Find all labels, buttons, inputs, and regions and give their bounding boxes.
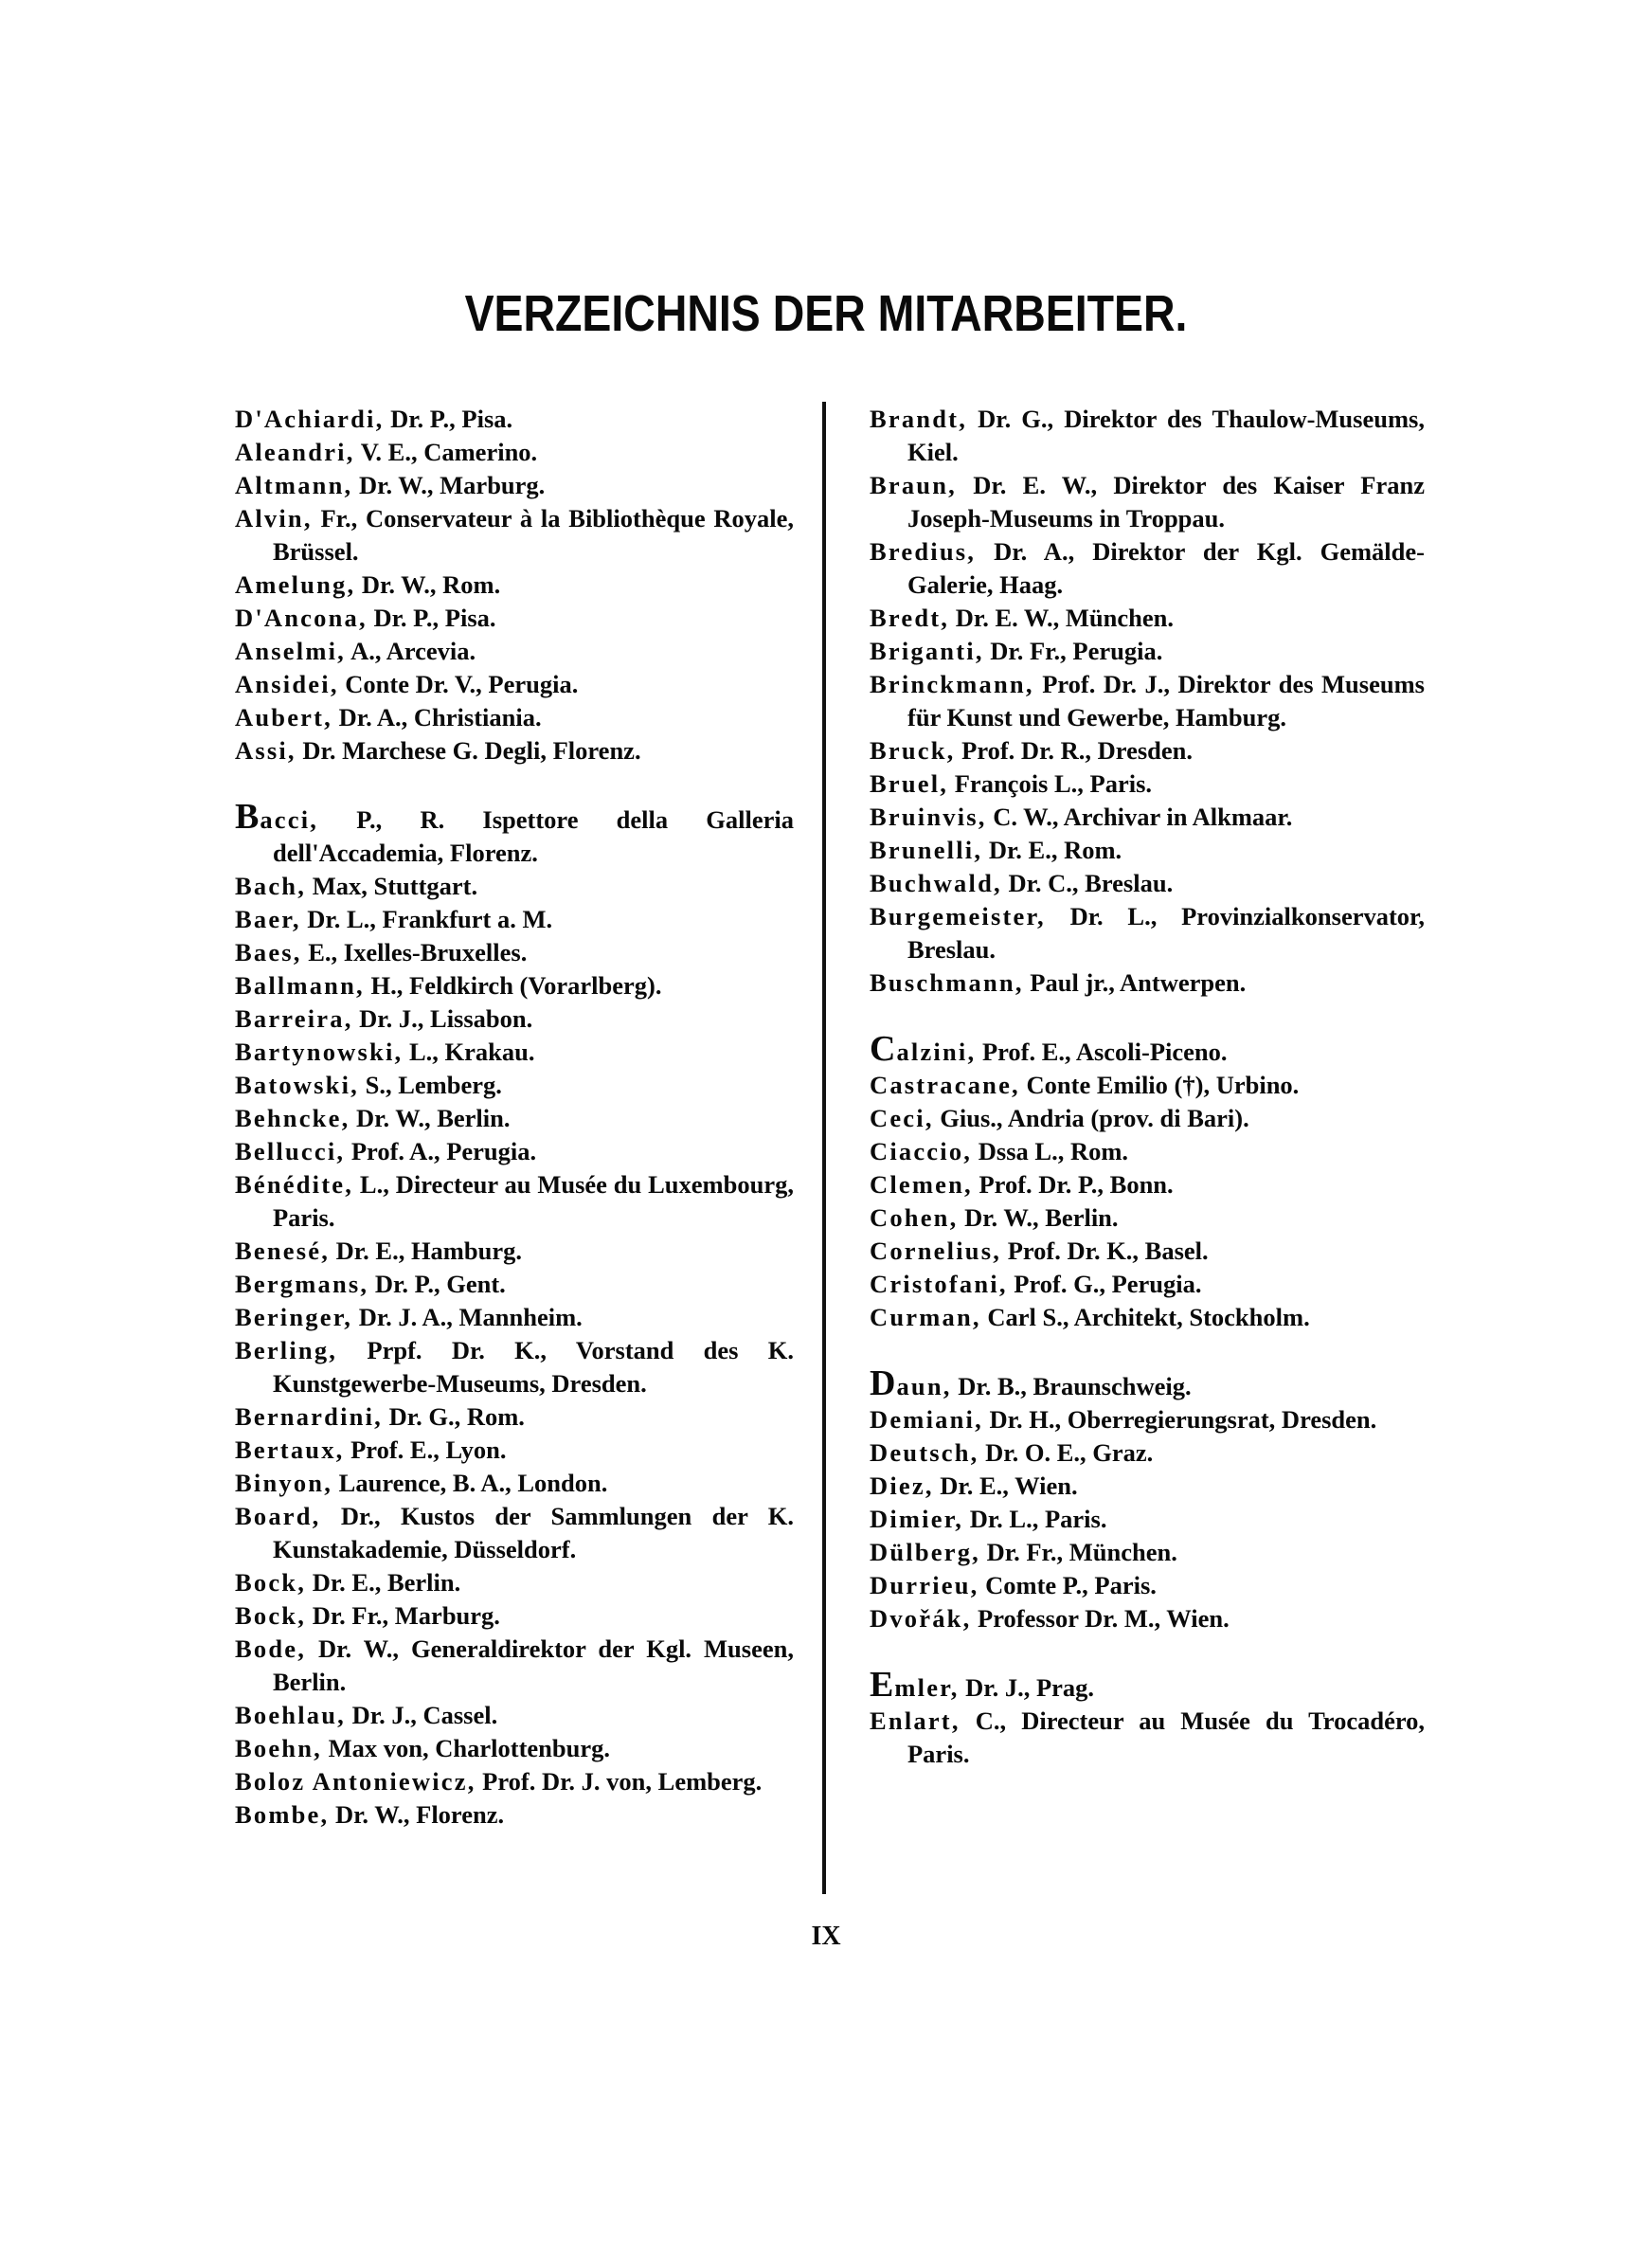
contributor-name: Dimier, [870, 1505, 964, 1533]
contributor-entry [235, 1765, 794, 1798]
contributor-name: Alvin, [235, 504, 313, 533]
contributor-details: Dr. C., Breslau. [1001, 869, 1174, 897]
left-column [235, 403, 794, 1832]
contributor-name: Altmann, [235, 471, 353, 499]
contributor-details: Prpf. Dr. K., Vorstand des K. Kunstgewerbe-Museums, Dresden. [273, 1336, 794, 1398]
contributor-details: P., R. Ispettore della Galleria dell'Accademia, Florenz. [273, 805, 794, 867]
contributor-name: Castracane, [870, 1071, 1020, 1099]
section-initial: D [870, 1363, 897, 1403]
contributor-name: Bruel, [870, 769, 949, 798]
contributor-name: Boehn, [235, 1734, 322, 1762]
contributor-details: Dr. E., Hamburg. [330, 1237, 522, 1265]
contributor-name: Enlart, [870, 1706, 961, 1735]
contributor-entry [235, 1168, 794, 1235]
contributor-details: Dr. Fr., Perugia. [983, 637, 1163, 665]
contributor-name: Bénédite, [235, 1170, 354, 1199]
contributor-details: Prof. Dr. P., Bonn. [972, 1170, 1174, 1199]
contributor-details: Dr. P., Pisa. [384, 405, 513, 433]
contributor-details: Dr. H., Oberregierungsrat, Dresden. [982, 1405, 1377, 1434]
contributor-name: Cohen, [870, 1203, 959, 1232]
contributor-details: Conte Emilio (†), Urbino. [1019, 1071, 1300, 1099]
contributor-details: Dr. A., Direktor der Kgl. Gemälde-Galerie, Haag. [907, 537, 1425, 599]
contributor-entry [235, 1135, 794, 1168]
contributor-name: Bode, [235, 1634, 307, 1663]
contributor-name: Bredt, [870, 604, 950, 632]
contributor-details: Dr. E., Rom. [982, 836, 1122, 864]
contributor-name: Ceci, [870, 1104, 934, 1132]
contributor-details: Prof. A., Perugia. [345, 1137, 537, 1165]
contributor-name: D'Achiardi, [235, 405, 385, 433]
contributor-details: Prof. Dr. J. von, Lemberg. [476, 1767, 763, 1796]
contributor-details: Dr. W., Rom. [355, 570, 501, 599]
contributor-details: Dr. E. W., Direktor des Kaiser Franz Joseph-Museums in Troppau. [907, 471, 1425, 533]
contributor-entry [235, 1566, 794, 1599]
page-number: IX [811, 1922, 841, 1951]
contributor-name: Bombe, [235, 1800, 330, 1829]
contributor-name: Clemen, [870, 1170, 973, 1199]
contributor-entry [870, 767, 1425, 801]
contributor-entry [870, 966, 1425, 1000]
contributor-name: Burgemeister, [870, 902, 1046, 930]
contributor-entry [870, 1135, 1425, 1168]
contributor-name: Beringer, [235, 1303, 353, 1331]
contributor-name: Bach, [235, 872, 307, 900]
contributor-name: Bergmans, [235, 1270, 369, 1298]
contributor-name: Briganti, [870, 637, 984, 665]
contributor-details: Dr. P., Pisa. [367, 604, 496, 632]
section-spacer [870, 1635, 1425, 1669]
section-initial: E [870, 1665, 895, 1705]
contributor-details: Dr. L., Frankfurt a. M. [300, 905, 553, 933]
contributor-details: Conte Dr. V., Perugia. [338, 670, 579, 698]
contributor-name: Behncke, [235, 1104, 350, 1132]
contributor-entry [870, 867, 1425, 900]
contributor-details: Laurence, B. A., London. [332, 1469, 608, 1497]
contributor-entry [235, 569, 794, 602]
contributor-name: Dvořák, [870, 1604, 972, 1633]
contributor-entry [870, 1168, 1425, 1201]
contributor-entry [870, 1069, 1425, 1102]
contributor-details: Dr. W., Generaldirektor der Kgl. Museen, Berlin. [273, 1634, 794, 1696]
contributor-name: Bellucci, [235, 1137, 346, 1165]
section-initial: C [870, 1029, 897, 1069]
contributor-details: Prof. G., Perugia. [1007, 1270, 1202, 1298]
contributor-entry [870, 1705, 1425, 1771]
contributor-details: Max, Stuttgart. [306, 872, 478, 900]
contributor-name: Baer, [235, 905, 301, 933]
contributor-name: Benesé, [235, 1237, 331, 1265]
contributor-entry [235, 635, 794, 668]
contributor-name: Aubert, [235, 703, 332, 731]
contributor-name: Durrieu, [870, 1571, 979, 1599]
section-spacer [235, 767, 794, 801]
contributor-name: Boloz Antoniewicz, [235, 1767, 476, 1796]
contributor-entry [235, 1500, 794, 1566]
contributor-name: Curman, [870, 1303, 981, 1331]
contributor-details: Dr. J., Cassel. [346, 1701, 498, 1729]
contributor-entry [235, 969, 794, 1002]
contributor-details: A., Arcevia. [345, 637, 476, 665]
contributor-name: Brunelli, [870, 836, 983, 864]
contributor-name: Diez, [870, 1472, 934, 1500]
contributor-details: Prof. E., Ascoli-Piceno. [976, 1038, 1228, 1066]
contributor-name: Bartynowski, [235, 1038, 404, 1066]
contributor-name: Brinckmann, [870, 670, 1034, 698]
contributor-entry [235, 436, 794, 469]
contributor-entry [235, 1434, 794, 1467]
section-spacer [870, 1000, 1425, 1033]
contributor-name: Bernardini, [235, 1402, 383, 1431]
contributor-details: Fr., Conservateur à la Bibliothèque Royale, Brüssel. [273, 504, 794, 566]
contributor-name: Buschmann, [870, 968, 1024, 997]
contributor-name: Bruinvis, [870, 803, 987, 831]
contributor-entry [870, 1235, 1425, 1268]
contributor-details: Dr. W., Berlin. [350, 1104, 511, 1132]
contributor-name: Demiani, [870, 1405, 983, 1434]
contributor-details: E., Ixelles-Bruxelles. [301, 938, 528, 966]
contributor-details: Paul jr., Antwerpen. [1023, 968, 1247, 997]
contributor-details: Dr. W., Marburg. [352, 471, 546, 499]
contributor-details: H., Feldkirch (Vorarlberg). [364, 971, 662, 1000]
contributor-details: Dr. B., Braunschweig. [951, 1372, 1192, 1400]
contributor-details: Dssa L., Rom. [972, 1137, 1129, 1165]
contributor-entry [235, 1102, 794, 1135]
contributor-details: Dr. G., Direktor des Thaulow-Museums, Kiel. [907, 405, 1425, 466]
contributor-details: Dr., Kustos der Sammlungen der K. Kunstakademie, Düsseldorf. [273, 1502, 794, 1563]
contributor-entry [235, 1334, 794, 1400]
contributor-name: Bruck, [870, 736, 956, 765]
contributor-name: Deutsch, [870, 1438, 979, 1467]
contributor-details: Dr. Fr., München. [979, 1538, 1177, 1566]
column-divider [822, 402, 826, 1894]
contributor-entry [870, 535, 1425, 602]
contributor-entry [235, 1633, 794, 1699]
contributor-entry [235, 734, 794, 767]
contributor-name: Amelung, [235, 570, 356, 599]
contributor-entry [235, 1599, 794, 1633]
contributor-entry [870, 602, 1425, 635]
contributor-details: Dr. J. A., Mannheim. [352, 1303, 583, 1331]
contributor-entry [235, 1699, 794, 1732]
contributor-details: Dr. G., Rom. [382, 1402, 525, 1431]
contributor-entry [235, 797, 794, 870]
contributor-entry [235, 1798, 794, 1832]
contributor-entry [235, 701, 794, 734]
contributor-entry [870, 734, 1425, 767]
right-column [870, 403, 1425, 1771]
contributor-name: Ballmann, [235, 971, 365, 1000]
contributor-details: Dr. Fr., Marburg. [306, 1601, 500, 1630]
contributor-entry [235, 1301, 794, 1334]
contributor-name: Board, [235, 1502, 321, 1530]
contributor-details: Dr. J., Prag. [959, 1673, 1095, 1702]
contributor-details: C. W., Archivar in Alkmaar. [986, 803, 1293, 831]
contributor-details: François L., Paris. [948, 769, 1153, 798]
contributor-entry [870, 801, 1425, 834]
contributor-entry [235, 1268, 794, 1301]
contributor-entry [235, 1069, 794, 1102]
contributor-name: Assi, [235, 736, 296, 765]
contributor-details: Dr. J., Lissabon. [352, 1004, 533, 1033]
contributor-name: Buchwald, [870, 869, 1002, 897]
contributor-entry [235, 502, 794, 569]
contributor-name: Bertaux, [235, 1435, 345, 1464]
contributor-details: Dr. W., Berlin. [958, 1203, 1119, 1232]
contributor-entry [870, 1602, 1425, 1635]
contributor-entry [870, 1029, 1425, 1069]
contributor-entry [870, 1201, 1425, 1235]
contributor-name: Berling, [235, 1336, 338, 1364]
contributor-details: Dr. W., Florenz. [329, 1800, 505, 1829]
contributor-entry [235, 903, 794, 936]
contributor-details: Dr. P., Gent. [368, 1270, 506, 1298]
contributor-name: alzini, [896, 1038, 977, 1066]
contributor-entry [235, 1036, 794, 1069]
contributor-name: Bock, [235, 1568, 307, 1597]
contributor-entry [235, 1235, 794, 1268]
contributor-name: Ansidei, [235, 670, 339, 698]
contributor-name: Batowski, [235, 1071, 359, 1099]
contributor-entry [235, 936, 794, 969]
contributor-name: Aleandri, [235, 438, 355, 466]
contributor-entry [870, 1569, 1425, 1602]
contributor-entry [870, 1301, 1425, 1334]
page-title: VERZEICHNIS DER MITARBEITER. [464, 285, 1188, 342]
contributor-details: Dr. E. W., München. [949, 604, 1174, 632]
contributor-entry [235, 668, 794, 701]
contributor-name: aun, [896, 1372, 952, 1400]
contributor-name: D'Ancona, [235, 604, 368, 632]
contributor-name: Cornelius, [870, 1237, 1002, 1265]
contributor-name: Cristofani, [870, 1270, 1008, 1298]
contributor-name: Braun, [870, 471, 957, 499]
contributor-name: Bock, [235, 1601, 307, 1630]
contributor-details: Dr. O. E., Graz. [979, 1438, 1154, 1467]
contributor-name: Baes, [235, 938, 302, 966]
contributor-name: Boehlau, [235, 1701, 347, 1729]
contributor-name: Binyon, [235, 1469, 333, 1497]
contributor-details: Gius., Andria (prov. di Bari). [933, 1104, 1249, 1132]
contributor-details: L., Directeur au Musée du Luxembourg, Paris. [273, 1170, 794, 1232]
contributor-entry [235, 1002, 794, 1036]
contributor-name: Brandt, [870, 405, 968, 433]
contributor-entry [235, 1732, 794, 1765]
contributor-entry [870, 1268, 1425, 1301]
contributor-details: Carl S., Architekt, Stockholm. [980, 1303, 1310, 1331]
contributor-entry [870, 668, 1425, 734]
contributor-details: Max von, Charlottenburg. [322, 1734, 611, 1762]
contributor-details: Prof. Dr. K., Basel. [1001, 1237, 1209, 1265]
contributor-details: V. E., Camerino. [354, 438, 538, 466]
contributor-entry [870, 1363, 1425, 1403]
contributor-details: Dr. L., Paris. [963, 1505, 1107, 1533]
contributor-details: Prof. E., Lyon. [344, 1435, 507, 1464]
section-initial: B [235, 797, 260, 837]
contributor-details: Comte P., Paris. [979, 1571, 1157, 1599]
contributor-name: mler, [894, 1673, 960, 1702]
contributor-entry [870, 469, 1425, 535]
contributor-entry [870, 1503, 1425, 1536]
contributor-entry [870, 1470, 1425, 1503]
contributor-name: Dülberg, [870, 1538, 980, 1566]
contributor-details: Dr. E., Wien. [933, 1472, 1078, 1500]
contributor-entry [870, 1403, 1425, 1436]
contributor-entry [870, 403, 1425, 469]
contributor-entry [870, 1665, 1425, 1705]
contributor-details: L., Krakau. [403, 1038, 535, 1066]
contributor-details: Dr. E., Berlin. [306, 1568, 461, 1597]
contributor-entry [870, 1436, 1425, 1470]
contributor-details: S., Lemberg. [358, 1071, 502, 1099]
contributor-entry [870, 900, 1425, 966]
contributor-details: Prof. Dr. R., Dresden. [955, 736, 1194, 765]
section-spacer [870, 1334, 1425, 1367]
contributor-details: Dr. L., Provinzialkonservator, Breslau. [907, 902, 1425, 964]
contributor-name: Bredius, [870, 537, 977, 566]
contributor-entry [235, 1400, 794, 1434]
contributor-name: Barreira, [235, 1004, 353, 1033]
contributor-entry [870, 635, 1425, 668]
contributor-details: Prof. Dr. J., Direktor des Museums für Kunst und Gewerbe, Hamburg. [907, 670, 1425, 731]
contributor-entry [235, 602, 794, 635]
contributor-name: Ciaccio, [870, 1137, 973, 1165]
contributor-entry [235, 1467, 794, 1500]
contributor-details: C., Directeur au Musée du Trocadéro, Paris. [907, 1706, 1425, 1768]
contributor-details: Professor Dr. M., Wien. [971, 1604, 1230, 1633]
contributor-entry [870, 834, 1425, 867]
contributor-name: acci, [260, 805, 319, 834]
contributor-name: Anselmi, [235, 637, 346, 665]
contributor-details: Dr. Marchese G. Degli, Florenz. [296, 736, 641, 765]
contributor-entry [235, 870, 794, 903]
contributor-details: Dr. A., Christiania. [332, 703, 542, 731]
contributor-entry [870, 1536, 1425, 1569]
contributor-entry [235, 403, 794, 436]
contributor-entry [870, 1102, 1425, 1135]
contributor-entry [235, 469, 794, 502]
